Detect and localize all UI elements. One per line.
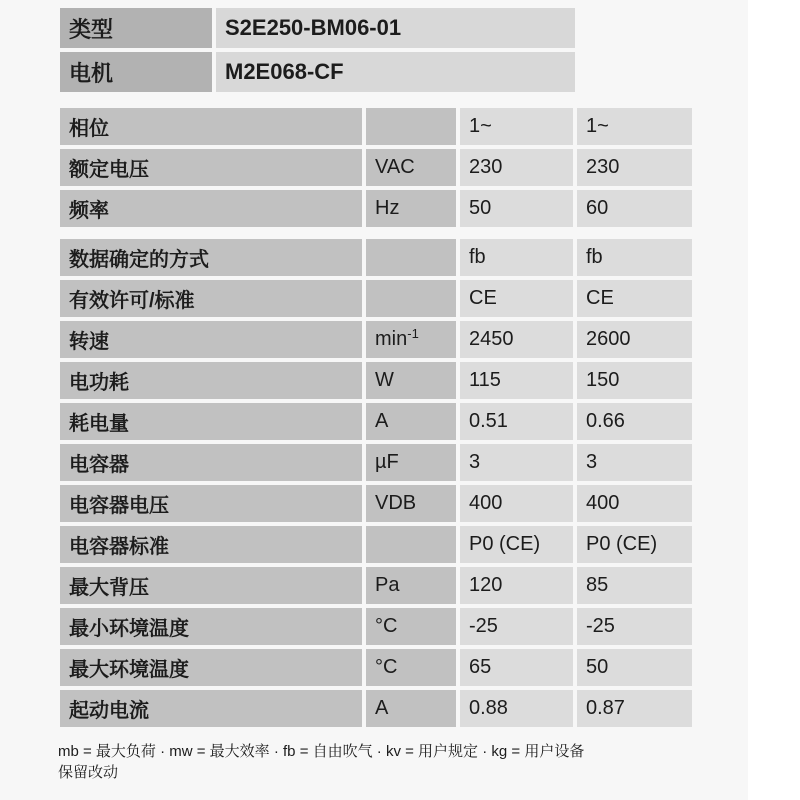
type-label-cell: 类型 (60, 8, 212, 48)
spec-table (60, 108, 748, 727)
row-unit-text: VDB (375, 492, 417, 514)
row-unit (366, 280, 456, 317)
row-value-2: 0.66 (577, 403, 692, 440)
row-unit-text: µF (375, 451, 399, 473)
row-unit-text: °C (375, 615, 398, 637)
row-value-1: 1~ (460, 108, 573, 145)
type-value-cell: S2E250-BM06-01 (216, 8, 575, 48)
row-label: 额定电压 (60, 149, 362, 186)
row-value-2: 50 (577, 649, 692, 686)
row-value-2: fb (577, 239, 692, 276)
footnote-line-1: mb = 最大负荷 · mw = 最大效率 · fb = 自由吹气 · kv = 用户规定 · kg = 用户设备 (58, 743, 585, 760)
spec-row (60, 649, 748, 686)
row-unit-text: °C (375, 656, 398, 678)
row-unit (366, 403, 456, 440)
spec-row (60, 149, 748, 186)
row-value-2: 0.87 (577, 690, 692, 727)
row-value-2: CE (577, 280, 692, 317)
row-unit (366, 239, 456, 276)
row-label: 电功耗 (60, 362, 362, 399)
row-value-2: 60 (577, 190, 692, 227)
row-unit-text: A (375, 697, 389, 719)
row-label: 相位 (60, 108, 362, 145)
row-value-1: 3 (460, 444, 573, 481)
row-unit-text: min (375, 328, 408, 350)
row-value-1: fb (460, 239, 573, 276)
spec-row (60, 444, 748, 481)
row-unit (366, 149, 456, 186)
row-unit (366, 485, 456, 522)
spec-row (60, 403, 748, 440)
row-value-1: 0.88 (460, 690, 573, 727)
row-unit (366, 444, 456, 481)
row-label: 数据确定的方式 (60, 239, 362, 276)
spec-row (60, 485, 748, 522)
row-value-1: 400 (460, 485, 573, 522)
row-value-1: P0 (CE) (460, 526, 573, 563)
row-label: 电容器电压 (60, 485, 362, 522)
spec-row (60, 239, 748, 276)
spec-row (60, 608, 748, 645)
spec-row (60, 190, 748, 227)
row-label: 电容器标准 (60, 526, 362, 563)
row-value-2: 85 (577, 567, 692, 604)
row-value-2: 230 (577, 149, 692, 186)
row-label: 起动电流 (60, 690, 362, 727)
row-value-2: 400 (577, 485, 692, 522)
row-unit-text: VAC (375, 156, 415, 178)
row-label: 耗电量 (60, 403, 362, 440)
row-value-1: 230 (460, 149, 573, 186)
row-unit-text: Pa (375, 574, 400, 596)
row-label: 转速 (60, 321, 362, 358)
row-value-2: 2600 (577, 321, 692, 358)
spec-row (60, 690, 748, 727)
spec-row (60, 526, 748, 563)
motor-label-cell: 电机 (60, 52, 212, 92)
spec-row (60, 108, 748, 145)
row-unit: min $^{-1}$ (366, 321, 456, 358)
row-value-1: 115 (460, 362, 573, 399)
footnote (58, 741, 708, 783)
row-unit (366, 690, 456, 727)
model-header-table (60, 8, 575, 92)
spec-row (60, 567, 748, 604)
row-unit (366, 526, 456, 563)
row-label: 最大环境温度 (60, 649, 362, 686)
row-value-1: 120 (460, 567, 573, 604)
row-unit-text: W (375, 369, 394, 391)
row-label: 最大背压 (60, 567, 362, 604)
spec-group (60, 108, 748, 227)
row-value-2: 150 (577, 362, 692, 399)
spec-row (60, 280, 748, 317)
row-unit (366, 108, 456, 145)
row-value-2: 1~ (577, 108, 692, 145)
row-unit (366, 608, 456, 645)
row-value-2: 3 (577, 444, 692, 481)
row-value-2: -25 (577, 608, 692, 645)
row-value-1: 65 (460, 649, 573, 686)
motor-value-cell: M2E068-CF (216, 52, 575, 92)
row-unit (366, 362, 456, 399)
row-value-1: CE (460, 280, 573, 317)
row-value-1: -25 (460, 608, 573, 645)
header-row-type (60, 8, 575, 48)
footnote-line-2: 保留改动 (58, 764, 119, 781)
row-value-2: P0 (CE) (577, 526, 692, 563)
row-unit (366, 567, 456, 604)
spec-row (60, 362, 748, 399)
row-label: 频率 (60, 190, 362, 227)
row-unit (366, 190, 456, 227)
spec-group (60, 239, 748, 727)
row-unit-text: Hz (375, 197, 400, 219)
row-unit (366, 649, 456, 686)
row-unit-text: A (375, 410, 389, 432)
row-value-1: 50 (460, 190, 573, 227)
row-label: 最小环境温度 (60, 608, 362, 645)
row-value-1: 2450 (460, 321, 573, 358)
row-label: 电容器 (60, 444, 362, 481)
header-row-motor (60, 52, 575, 92)
spec-row (60, 321, 748, 358)
row-label: 有效许可/标准 (60, 280, 362, 317)
row-value-1: 0.51 (460, 403, 573, 440)
